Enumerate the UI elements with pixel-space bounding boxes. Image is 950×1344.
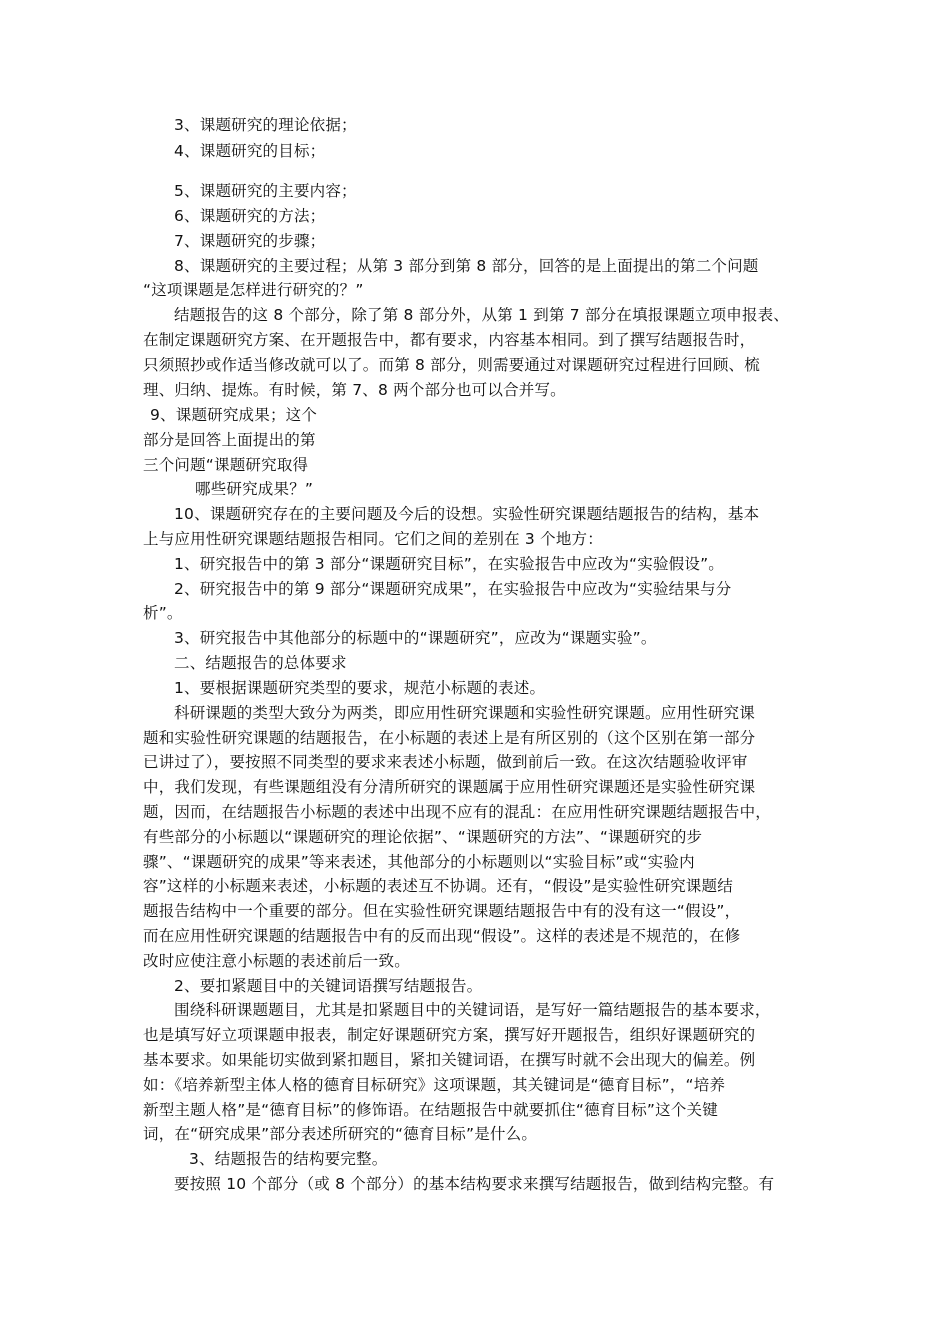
text-line: 改时应使注意小标题的表述前后一致。	[143, 952, 410, 970]
text-line: 题和实验性研究课题的结题报告，在小标题的表述上是有所区别的（这个区别在第一部分	[143, 729, 756, 747]
text-line: “这项课题是怎样进行研究的？”	[143, 281, 364, 299]
text-line: 三个问题“课题研究取得	[143, 456, 309, 474]
section-heading: 二、结题报告的总体要求	[174, 654, 347, 672]
text-line: 题，因而，在结题报告小标题的表述中出现不应有的混乱：在应用性研究课题结题报告中，	[143, 803, 772, 821]
text-line: 有些部分的小标题以“课题研究的理论依据”、“课题研究的方法”、“课题研究的步	[143, 828, 703, 846]
text-line: 10、课题研究存在的主要问题及今后的设想。实验性研究课题结题报告的结构，基本	[174, 505, 760, 523]
text-line: 部分是回答上面提出的第	[143, 431, 316, 449]
text-line: 8、课题研究的主要过程；从第 3 部分到第 8 部分，回答的是上面提出的第二个问题	[174, 257, 759, 275]
text-line: 如：《培养新型主体人格的德育目标研究》这项课题，其关键词是“德育目标”，“培养	[143, 1076, 726, 1094]
text-line: 上与应用性研究课题结题报告相同。它们之间的差别在 3 个地方：	[143, 530, 603, 548]
text-line: 而在应用性研究课题的结题报告中有的反而出现“假设”。这样的表述是不规范的，在修	[143, 927, 741, 945]
text-line: 中，我们发现，有些课题组没有分清所研究的课题属于应用性研究课题还是实验性研究课	[143, 778, 756, 796]
text-line: 只须照抄或作适当修改就可以了。而第 8 部分，则需要通过对课题研究过程进行回顾、梳	[143, 356, 760, 374]
text-line: 5、课题研究的主要内容；	[174, 182, 357, 200]
text-line: 1、研究报告中的第 3 部分“课题研究目标”，在实验报告中应改为“实验假设”。	[174, 555, 724, 573]
text-line: 科研课题的类型大致分为两类，即应用性研究课题和实验性研究课题。应用性研究课	[174, 704, 755, 722]
text-line: 3、课题研究的理论依据；	[174, 116, 357, 134]
text-line: 词，在“研究成果”部分表述所研究的“德育目标”是什么。	[143, 1125, 538, 1143]
text-line: 已讲过了），要按照不同类型的要求来表述小标题，做到前后一致。在这次结题验收评审	[143, 753, 748, 771]
text-line: 题报告结构中一个重要的部分。但在实验性研究课题结题报告中有的没有这一“假设”，	[143, 902, 741, 920]
text-line: 6、课题研究的方法；	[174, 207, 326, 225]
text-line: 骤”、“课题研究的成果”等来表述，其他部分的小标题则以“实验目标”或“实验内	[143, 853, 695, 871]
text-line: 基本要求。如果能切实做到紧扣题目，紧扣关键词语，在撰写时就不会出现大的偏差。例	[143, 1051, 756, 1069]
text-line: 3、结题报告的结构要完整。	[189, 1150, 388, 1168]
text-line: 新型主题人格”是“德育目标”的修饰语。在结题报告中就要抓住“德育目标”这个关键	[143, 1101, 718, 1119]
text-line: 2、研究报告中的第 9 部分“课题研究成果”，在实验报告中应改为“实验结果与分	[174, 580, 732, 598]
text-line: 9、课题研究成果；这个	[150, 406, 318, 424]
text-line: 理、归纳、提炼。有时候，第 7、8 两个部分也可以合并写。	[143, 381, 566, 399]
text-line: 1、要根据课题研究类型的要求，规范小标题的表述。	[174, 679, 546, 697]
text-line: 3、研究报告中其他部分的标题中的“课题研究”，应改为“课题实验”。	[174, 629, 657, 647]
text-line: 要按照 10 个部分（或 8 个部分）的基本结构要求来撰写结题报告，做到结构完整。有	[174, 1175, 775, 1193]
text-line: 在制定课题研究方案、在开题报告中，都有要求，内容基本相同。到了撰写结题报告时，	[143, 331, 756, 349]
text-line: 哪些研究成果？”	[195, 480, 314, 498]
text-line: 也是填写好立项课题申报表，制定好课题研究方案，撰写好开题报告，组织好课题研究的	[143, 1026, 756, 1044]
text-line: 结题报告的这 8 个部分，除了第 8 部分外，从第 1 到第 7 部分在填报课题立项申报表、	[174, 306, 790, 324]
text-line: 4、课题研究的目标；	[174, 142, 326, 160]
text-line: 2、要扣紧题目中的关键词语撰写结题报告。	[174, 977, 483, 995]
text-line: 围绕科研课题题目，尤其是扣紧题目中的关键词语，是写好一篇结题报告的基本要求，	[174, 1001, 771, 1019]
text-line: 析”。	[143, 604, 183, 622]
text-line: 7、课题研究的步骤；	[174, 232, 326, 250]
text-line: 容”这样的小标题来表述，小标题的表述互不协调。还有，“假设”是实验性研究课题结	[143, 877, 733, 895]
